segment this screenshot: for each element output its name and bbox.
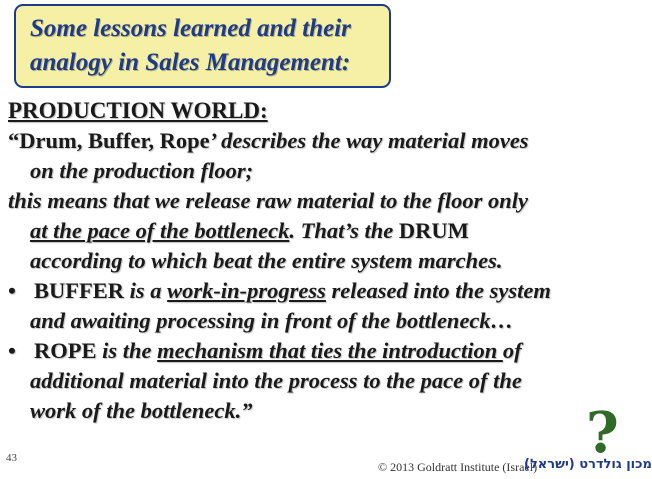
- paragraph-2-line-1: this means that we release raw material to the floor only: [8, 188, 529, 213]
- paragraph-1-text: ’ describes the way material moves: [209, 128, 529, 153]
- slide-title-line-1: Some lessons learned and their: [30, 15, 351, 42]
- bullet-buffer-rest: released into the system: [325, 278, 551, 303]
- paragraph-2-mid-text: . That’s the: [289, 218, 399, 243]
- bullet-buffer-mid: is a: [124, 278, 168, 303]
- paragraph-2-line-3: according to which beat the entire system marches.: [30, 248, 503, 273]
- bullet-rope-line-3: work of the bottleneck.”: [30, 398, 253, 423]
- mechanism-phrase: mechanism that ties the introduction: [157, 338, 503, 363]
- buffer-term: BUFFER: [34, 278, 124, 303]
- bullet-buffer-line-2: and awaiting processing in front of the bottleneck…: [30, 308, 514, 333]
- drum-term: DRUM: [398, 218, 469, 243]
- slide-title-box: [14, 4, 391, 88]
- question-mark-logo-icon: ?: [586, 400, 619, 466]
- slide-body: [8, 96, 630, 426]
- bottleneck-pace-phrase: at the pace of the bottleneck: [30, 218, 290, 243]
- bullet-rope-line-1: [8, 336, 630, 366]
- paragraph-1-line-1: [8, 126, 630, 156]
- bullet-rope-mid: is the: [96, 338, 158, 363]
- section-heading: PRODUCTION WORLD:: [8, 98, 268, 123]
- copyright-footer: © 2013 Goldratt Institute (Israel): [378, 460, 538, 474]
- slide-number: 43: [6, 452, 17, 464]
- slide-title-line-2: analogy in Sales Management:: [30, 49, 351, 76]
- bullet-marker: •: [8, 338, 16, 363]
- drum-buffer-rope-term: Drum, Buffer, Rope: [19, 128, 210, 153]
- open-quote: “: [8, 128, 20, 153]
- bullet-rope-line-2: additional material into the process to the pace of the: [30, 368, 522, 393]
- paragraph-1-line-2: on the production floor;: [30, 158, 254, 183]
- rope-term: ROPE: [34, 338, 97, 363]
- bullet-buffer-line-1: [8, 276, 630, 306]
- bullet-marker: •: [8, 278, 16, 303]
- bullet-rope-rest: of: [502, 338, 522, 363]
- paragraph-2-line-2: [8, 216, 630, 246]
- work-in-progress-phrase: work-in-progress: [167, 278, 326, 303]
- institute-logo-text: מכון גולדרט (ישראל): [524, 457, 652, 472]
